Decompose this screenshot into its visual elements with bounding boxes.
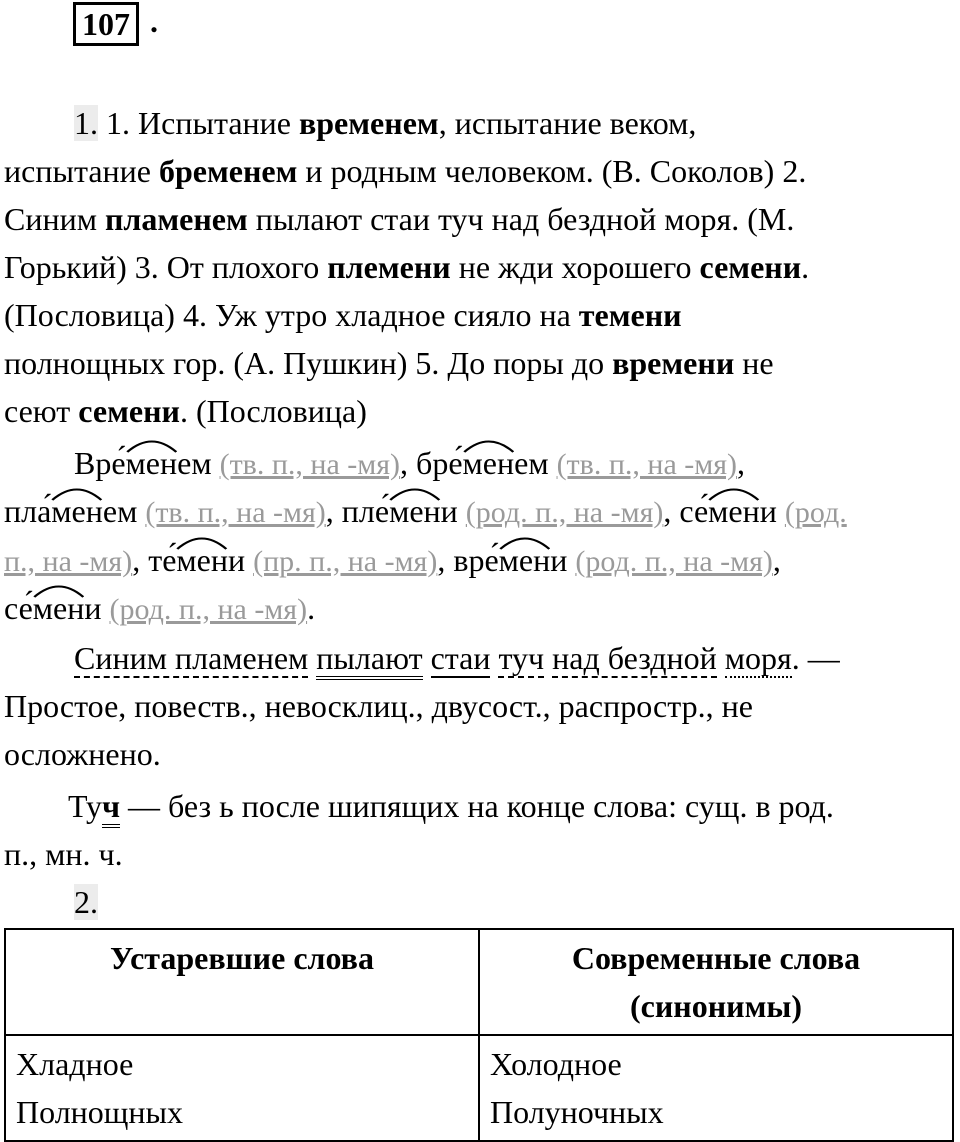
grammar-note: (пр. п., на -мя): [253, 545, 438, 578]
text-line-6: полнощных гор. (А. Пушкин) 5. До поры до времени не: [4, 345, 774, 381]
header-modern-words: Современные слова (синонимы): [479, 929, 953, 1035]
predicate: пылают: [316, 640, 422, 680]
text-line-7: сеют семени. (Пословица): [4, 393, 367, 429]
suffix-mark: мен: [33, 588, 85, 628]
text-line-4: Горький) 3. От плохого племени не жди хорошего семени.: [4, 249, 810, 285]
old-words-cell: Хладное Полнощных: [5, 1035, 479, 1141]
grammar-note: п., на -мя): [4, 545, 133, 578]
suffix-mark: мен: [499, 540, 551, 580]
morph-line-1: Вре́ менем (тв. п., на -мя), бре́ менем (тв. п., на -мя),: [74, 443, 745, 485]
suffix-mark: мен: [389, 491, 441, 531]
attribute-mod: моря: [724, 640, 792, 676]
ch-letter: ч: [102, 788, 120, 828]
exercise-number: 107: [73, 2, 139, 46]
suffix-mark: мен: [708, 491, 760, 531]
grammar-note: (род. п., на -мя): [575, 545, 773, 578]
text-line-5: (Пословица) 4. Уж утро хладное сияло на темени: [4, 297, 682, 333]
morph-line-3: п., на -мя), те́ мени (пр. п., на -мя), вре́ мени (род. п., на -мя),: [4, 540, 781, 582]
suffix-mark: мен: [463, 443, 515, 483]
suffix-mark: мен: [51, 491, 103, 531]
text-line-2: испытание бременем и родным человеком. (В. Соколов) 2.: [4, 153, 807, 189]
suffix-mark: мен: [126, 443, 178, 483]
object-mod: туч: [498, 640, 545, 676]
parsed-sentence: Синим пламенем пылают стаи туч над бездной моря. —: [74, 638, 840, 678]
synonyms-table: [4, 928, 954, 1142]
text-line-1: 1. 1. Испытание временем, испытание веком,: [74, 105, 697, 141]
table-header-row: [5, 929, 953, 1035]
modern-words-cell: Холодное Полуночных: [479, 1035, 953, 1141]
grammar-note: (тв. п., на -мя): [556, 448, 738, 481]
part2-marker: 2.: [74, 884, 98, 920]
grammar-note: (тв. п., на -мя): [145, 496, 326, 529]
header-old-words: Устаревшие слова: [5, 929, 479, 1035]
part1-marker: 1.: [74, 105, 98, 141]
suffix-mark: мен: [176, 540, 228, 580]
grammar-note: (род. п., на -мя): [109, 593, 308, 626]
tuch-line-2: п., мн. ч.: [4, 836, 123, 872]
subject: стаи: [430, 640, 491, 676]
part2-marker-line: [74, 882, 98, 922]
grammar-note: (род.: [784, 496, 847, 529]
table-row: [5, 1035, 953, 1141]
morph-line-2: пла́ менем (тв. п., на -мя), пле́ мени (род. п., на -мя), се́ мени (род.: [4, 491, 847, 533]
morph-word: Вре́: [74, 445, 126, 481]
adverbial-mod: Синим пламенем: [74, 640, 309, 676]
adverbial-mod-2: над бездной: [552, 640, 717, 676]
analysis-line-2: осложнено.: [4, 736, 161, 772]
analysis-line-1: Простое, повеств., невосклиц., двусост., распростр., не: [4, 688, 753, 724]
tuch-line: Туч — без ь после шипящих на конце слова: сущ. в род.: [68, 786, 834, 826]
grammar-note: (тв. п., на -мя): [219, 448, 401, 481]
grammar-note: (род. п., на -мя): [465, 496, 664, 529]
exercise-number-dot: .: [150, 3, 158, 39]
morph-line-4: се́ мени (род. п., на -мя).: [4, 588, 315, 630]
text-line-3: Синим пламенем пылают стаи туч над бездной моря. (М.: [4, 201, 795, 237]
